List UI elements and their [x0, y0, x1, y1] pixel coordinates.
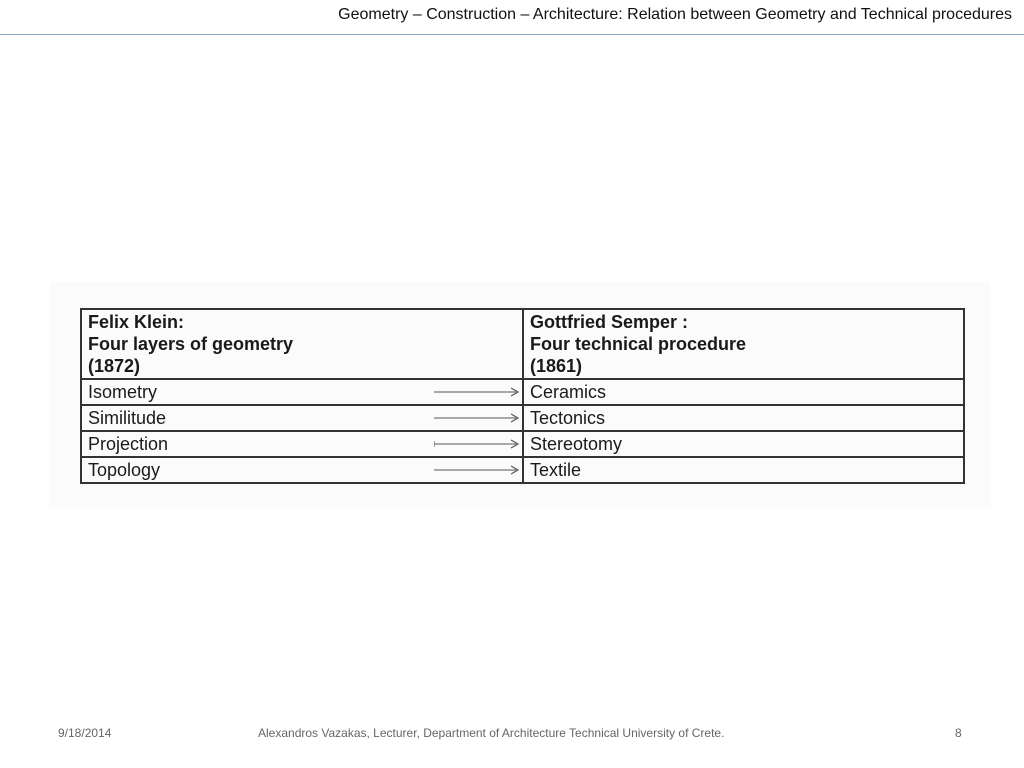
hand-drawn-arrow-icon: [434, 387, 520, 397]
table-row: [81, 405, 964, 431]
table-row: [81, 431, 964, 457]
footer-date: 9/18/2014: [58, 726, 112, 740]
technical-procedure-cell: [523, 379, 964, 405]
header-gottfried-semper: [523, 309, 964, 379]
geometry-layer-cell: [81, 405, 523, 431]
hand-drawn-arrow-icon: [434, 465, 520, 475]
table-row: [81, 457, 964, 483]
left-header-line-1: Felix Klein:: [88, 312, 185, 332]
right-header-line-3: (1861): [530, 356, 583, 376]
footer-credit: Alexandros Vazakas, Lecturer, Department of Architecture Technical University of Crete.: [258, 726, 725, 740]
hand-drawn-arrow-icon: [434, 413, 520, 423]
title-divider: [0, 34, 1024, 35]
slide-title: Geometry – Construction – Architecture: Relation between Geometry and Technical procedures: [338, 6, 1012, 23]
technical-procedure-cell: [523, 431, 964, 457]
technical-procedure-label: Textile: [530, 460, 582, 480]
table-header-row: [81, 309, 964, 379]
geometry-layer-label: Projection: [88, 434, 169, 454]
comparison-table: [80, 308, 965, 484]
technical-procedure-cell: [523, 457, 964, 483]
technical-procedure-label: Stereotomy: [530, 434, 623, 454]
technical-procedure-label: Ceramics: [530, 382, 607, 402]
left-header-line-3: (1872): [88, 356, 141, 376]
geometry-layer-label: Isometry: [88, 382, 158, 402]
technical-procedure-cell: [523, 405, 964, 431]
geometry-layer-cell: [81, 431, 523, 457]
geometry-layer-label: Similitude: [88, 408, 167, 428]
table-row: [81, 379, 964, 405]
right-header-line-2: Four technical procedure: [530, 334, 747, 354]
geometry-layer-label: Topology: [88, 460, 161, 480]
left-header-line-2: Four layers of geometry: [88, 334, 294, 354]
geometry-layer-cell: [81, 457, 523, 483]
geometry-layer-cell: [81, 379, 523, 405]
slide-number: 8: [955, 726, 962, 740]
hand-drawn-arrow-icon: [434, 439, 520, 449]
header-felix-klein: [81, 309, 523, 379]
right-header-line-1: Gottfried Semper :: [530, 312, 689, 332]
technical-procedure-label: Tectonics: [530, 408, 606, 428]
